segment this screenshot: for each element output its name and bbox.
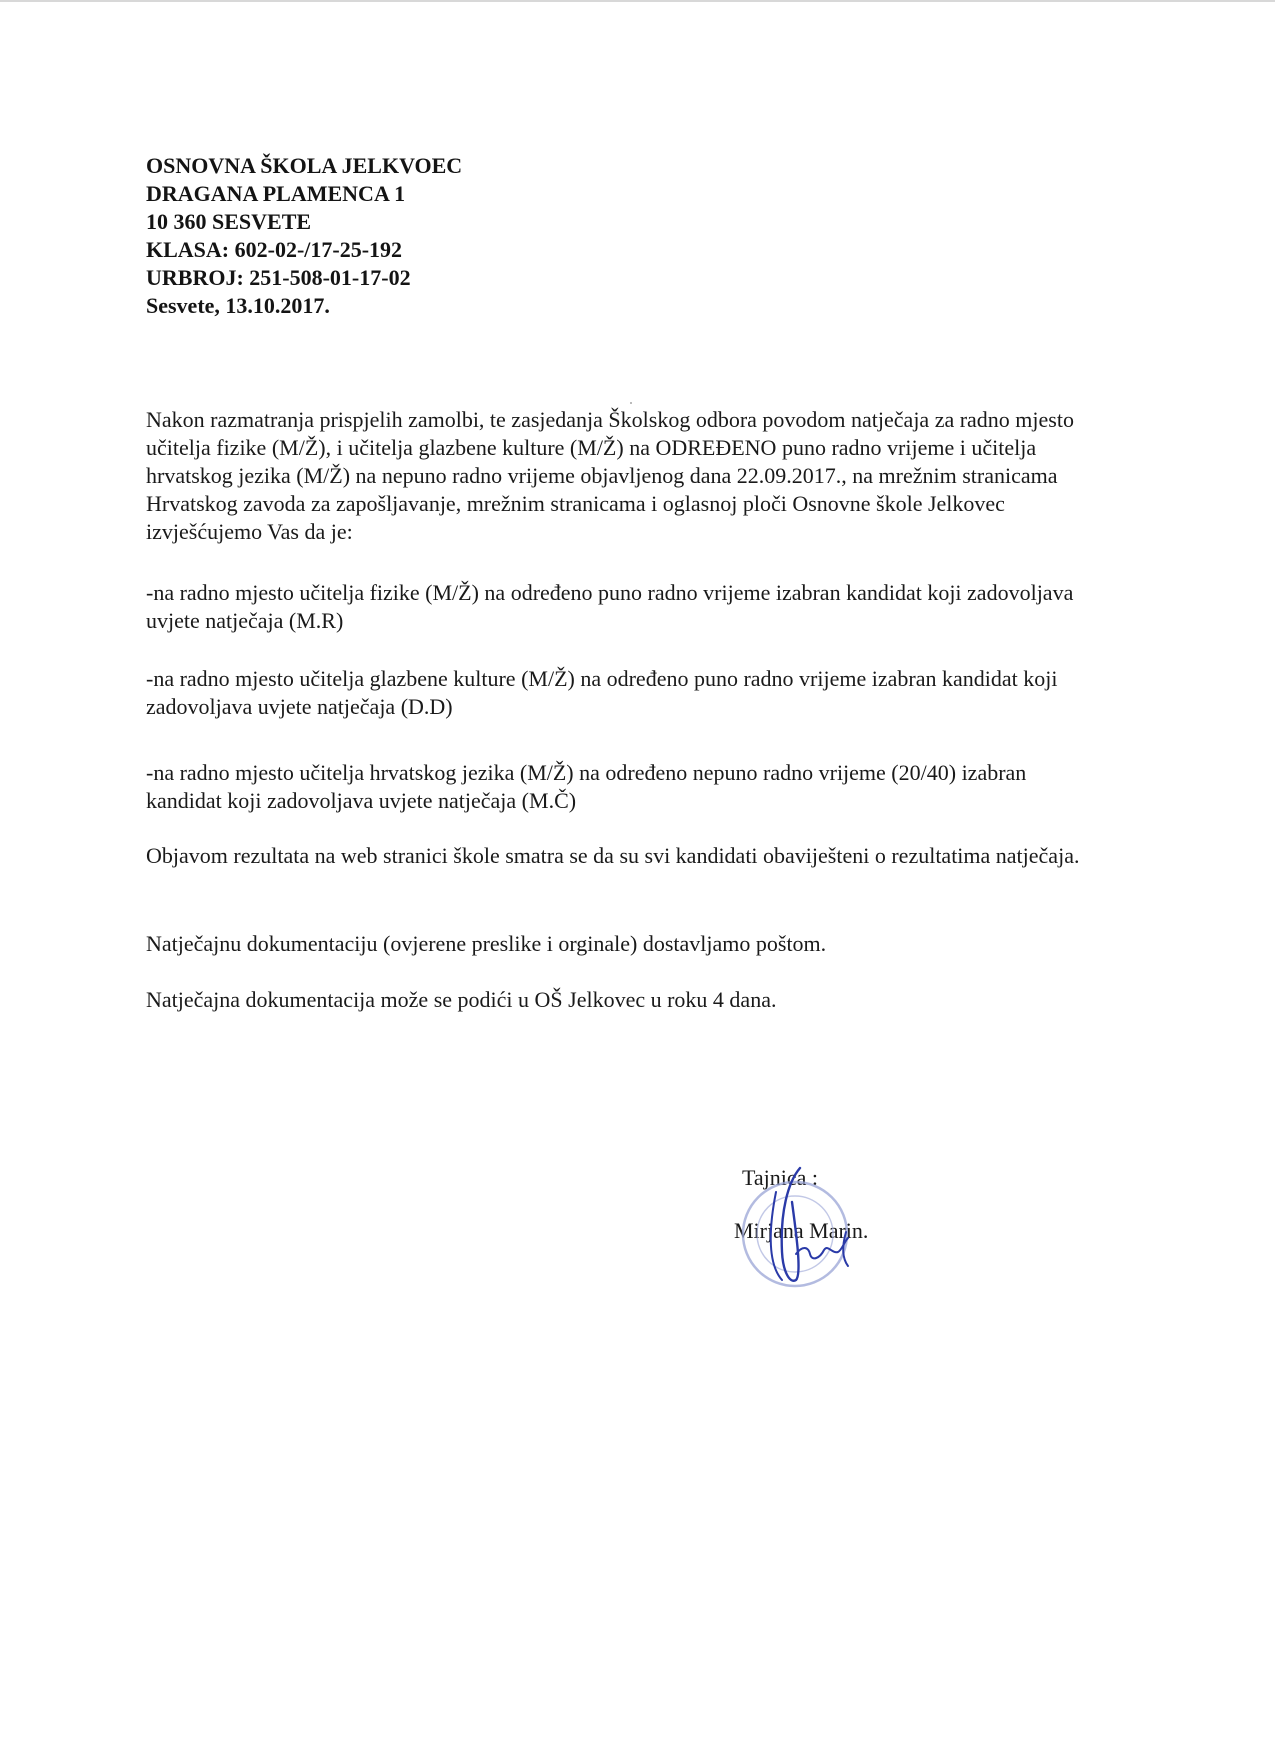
result-croatian-paragraph: -na radno mjesto učitelja hrvatskog jezika (M/Ž) na određeno nepuno radno vrijeme (20/40) izabran kandidat koji zadovoljava uvjete natječaja (M.Č)	[146, 760, 1027, 813]
urbroj-number: URBROJ: 251-508-01-17-02	[146, 265, 411, 290]
place-date: Sesvete, 13.10.2017.	[146, 293, 330, 318]
scan-speck	[630, 402, 632, 404]
klasa-number: KLASA: 602-02-/17-25-192	[146, 237, 403, 262]
letter-header	[146, 152, 462, 320]
result-physics-paragraph: -na radno mjesto učitelja fizike (M/Ž) na određeno puno radno vrijeme izabran kandidat koji zadovoljava uvjete natječaja (M.R)	[146, 580, 1074, 633]
result-music-paragraph: -na radno mjesto učitelja glazbene kulture (M/Ž) na određeno puno radno vrijeme izabran kandidat koji zadovoljava uvjete natječaja (D.D)	[146, 666, 1058, 719]
school-city: 10 360 SESVETE	[146, 209, 312, 234]
documentation-mail-paragraph: Natječajnu dokumentaciju (ovjerene preslike i orginale) dostavljamo poštom.	[146, 931, 827, 956]
school-street: DRAGANA PLAMENCA 1	[146, 181, 406, 206]
signatory-role: Tajnica :	[742, 1165, 819, 1190]
publication-note-paragraph: Objavom rezultata na web stranici škole smatra se da su svi kandidati obaviješteni o rezultatima natječaja.	[146, 843, 1080, 868]
signatory-name: Mirjana Marin.	[734, 1218, 869, 1243]
documentation-pickup-paragraph: Natječajna dokumentacija može se podići u OŠ Jelkovec u roku 4 dana.	[146, 987, 777, 1012]
school-stamp-with-signature	[730, 1162, 860, 1292]
intro-paragraph: Nakon razmatranja prispjelih zamolbi, te zasjedanja Školskog odbora povodom natječaja za radno mjesto učitelja fizike (M/Ž), i učitelja glazbene kulture (M/Ž) na ODREĐENO puno radno vrijeme i učitelja hrvatskog jezika (M/Ž) na nepuno radno vrijeme objavljenog dana 22.09.2017., na mrežnim stranicama Hrvatskog zavoda za zapošljavanje, mrežnim stranicama i oglasnoj ploči Osnovne škole Jelkovec izvješćujemo Vas da je:	[146, 407, 1074, 544]
school-name: OSNOVNA ŠKOLA JELKVOEC	[146, 153, 463, 178]
